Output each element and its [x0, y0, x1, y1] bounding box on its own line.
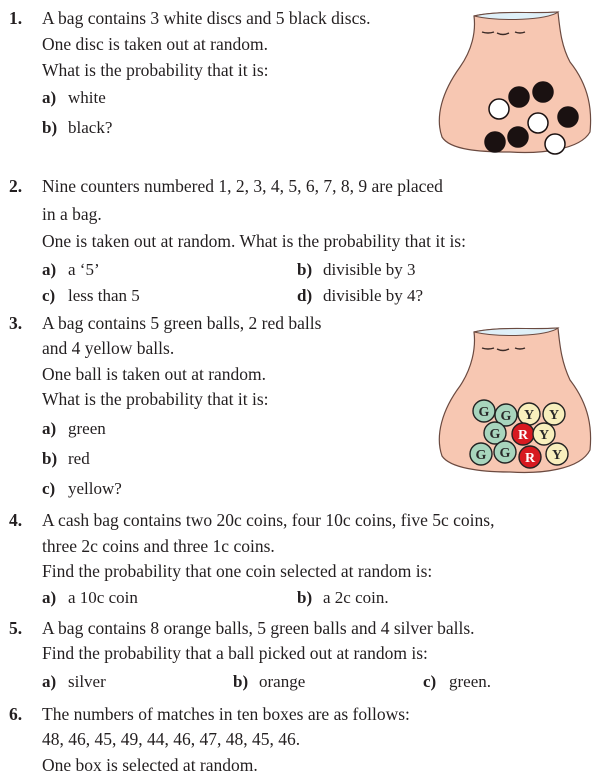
question-1-line-3: What is the probability that it is:	[42, 60, 269, 80]
question-3-part-c	[42, 479, 122, 499]
question-5-part-b	[233, 672, 305, 692]
bag-of-balls-figure	[430, 318, 595, 478]
part-label: b)	[233, 672, 249, 691]
question-3-number: 3.	[9, 313, 23, 333]
green-ball-letter: G	[489, 427, 501, 442]
question-1-line-2: One disc is taken out at random.	[42, 34, 268, 54]
green-ball-letter: G	[499, 446, 511, 461]
question-5-line-1: A bag contains 8 orange balls, 5 green balls and 4 silver balls.	[42, 618, 475, 638]
question-1-line-1: A bag contains 3 white discs and 5 black discs.	[42, 8, 371, 28]
black-disc	[508, 127, 528, 147]
part-label: a)	[42, 88, 57, 107]
part-label: b)	[42, 449, 58, 468]
part-label: a)	[42, 672, 57, 691]
question-4-part-b	[297, 588, 389, 608]
part-text: green	[68, 419, 106, 438]
black-disc	[558, 107, 578, 127]
question-3-line-1: A bag contains 5 green balls, 2 red balls	[42, 313, 322, 333]
yellow-ball-letter: Y	[551, 448, 563, 463]
part-label: b)	[297, 260, 313, 279]
part-label: a)	[42, 419, 57, 438]
question-5-part-c	[423, 672, 491, 692]
question-2-line-2: in a bag.	[42, 204, 102, 224]
yellow-ball-letter: Y	[548, 408, 560, 423]
part-text: yellow?	[68, 479, 122, 498]
part-text: silver	[68, 672, 106, 691]
question-2-part-d	[297, 286, 423, 306]
question-4-line-2: three 2c coins and three 1c coins.	[42, 536, 275, 556]
part-label: b)	[297, 588, 313, 607]
part-text: divisible by 3	[323, 260, 416, 279]
question-4-part-a	[42, 588, 138, 608]
part-text: white	[68, 88, 106, 107]
question-4-line-3: Find the probability that one coin selected at random is:	[42, 561, 433, 581]
part-label: a)	[42, 588, 57, 607]
question-2-part-a	[42, 260, 100, 280]
question-6-number: 6.	[9, 704, 23, 724]
yellow-ball-letter: Y	[523, 408, 535, 423]
white-disc	[528, 113, 548, 133]
part-label: a)	[42, 260, 57, 279]
bag-of-discs-figure	[430, 2, 595, 157]
part-text: black?	[68, 118, 113, 137]
black-disc	[533, 82, 553, 102]
question-3-line-2: and 4 yellow balls.	[42, 338, 175, 358]
question-4-line-1: A cash bag contains two 20c coins, four 10c coins, five 5c coins,	[42, 510, 495, 530]
question-1-part-a	[42, 88, 106, 108]
question-2-part-b	[297, 260, 416, 280]
part-label: d)	[297, 286, 313, 305]
question-3-line-3: One ball is taken out at random.	[42, 364, 267, 384]
question-2-number: 2.	[9, 176, 23, 196]
part-label: c)	[423, 672, 437, 691]
red-ball-letter: R	[517, 428, 529, 443]
part-text: green.	[449, 672, 492, 691]
white-disc	[489, 99, 509, 119]
question-3-part-a	[42, 419, 106, 439]
part-text: a ‘5’	[68, 260, 100, 279]
part-text: a 10c coin	[68, 588, 138, 607]
question-4-number: 4.	[9, 510, 23, 530]
question-5-number: 5.	[9, 618, 23, 638]
green-ball-letter: G	[478, 405, 490, 420]
part-text: less than 5	[68, 286, 140, 305]
question-2-line-3: One is taken out at random. What is the probability that it is:	[42, 231, 466, 251]
part-label: c)	[42, 479, 56, 498]
black-disc	[485, 132, 505, 152]
question-1-number: 1.	[9, 8, 23, 28]
question-6-line-1: The numbers of matches in ten boxes are as follows:	[42, 704, 410, 724]
part-label: b)	[42, 118, 58, 137]
question-5-part-a	[42, 672, 106, 692]
black-disc	[509, 87, 529, 107]
question-1-part-b	[42, 118, 112, 138]
part-text: divisible by 4?	[323, 286, 424, 305]
part-text: a 2c coin.	[323, 588, 389, 607]
part-text: red	[68, 449, 90, 468]
yellow-ball-letter: Y	[538, 428, 550, 443]
green-ball-letter: G	[500, 409, 512, 424]
white-disc	[545, 134, 565, 154]
question-3-line-4: What is the probability that it is:	[42, 389, 269, 409]
green-ball-letter: G	[475, 448, 487, 463]
question-3-part-b	[42, 449, 90, 469]
part-text: orange	[259, 672, 306, 691]
question-6-line-3: One box is selected at random.	[42, 755, 258, 775]
part-label: c)	[42, 286, 56, 305]
question-2-line-1: Nine counters numbered 1, 2, 3, 4, 5, 6, 7, 8, 9 are placed	[42, 176, 443, 196]
question-2-part-c	[42, 286, 140, 306]
question-5-line-2: Find the probability that a ball picked out at random is:	[42, 643, 428, 663]
red-ball-letter: R	[524, 451, 536, 466]
question-6-line-2: 48, 46, 45, 49, 44, 46, 47, 48, 45, 46.	[42, 729, 301, 749]
